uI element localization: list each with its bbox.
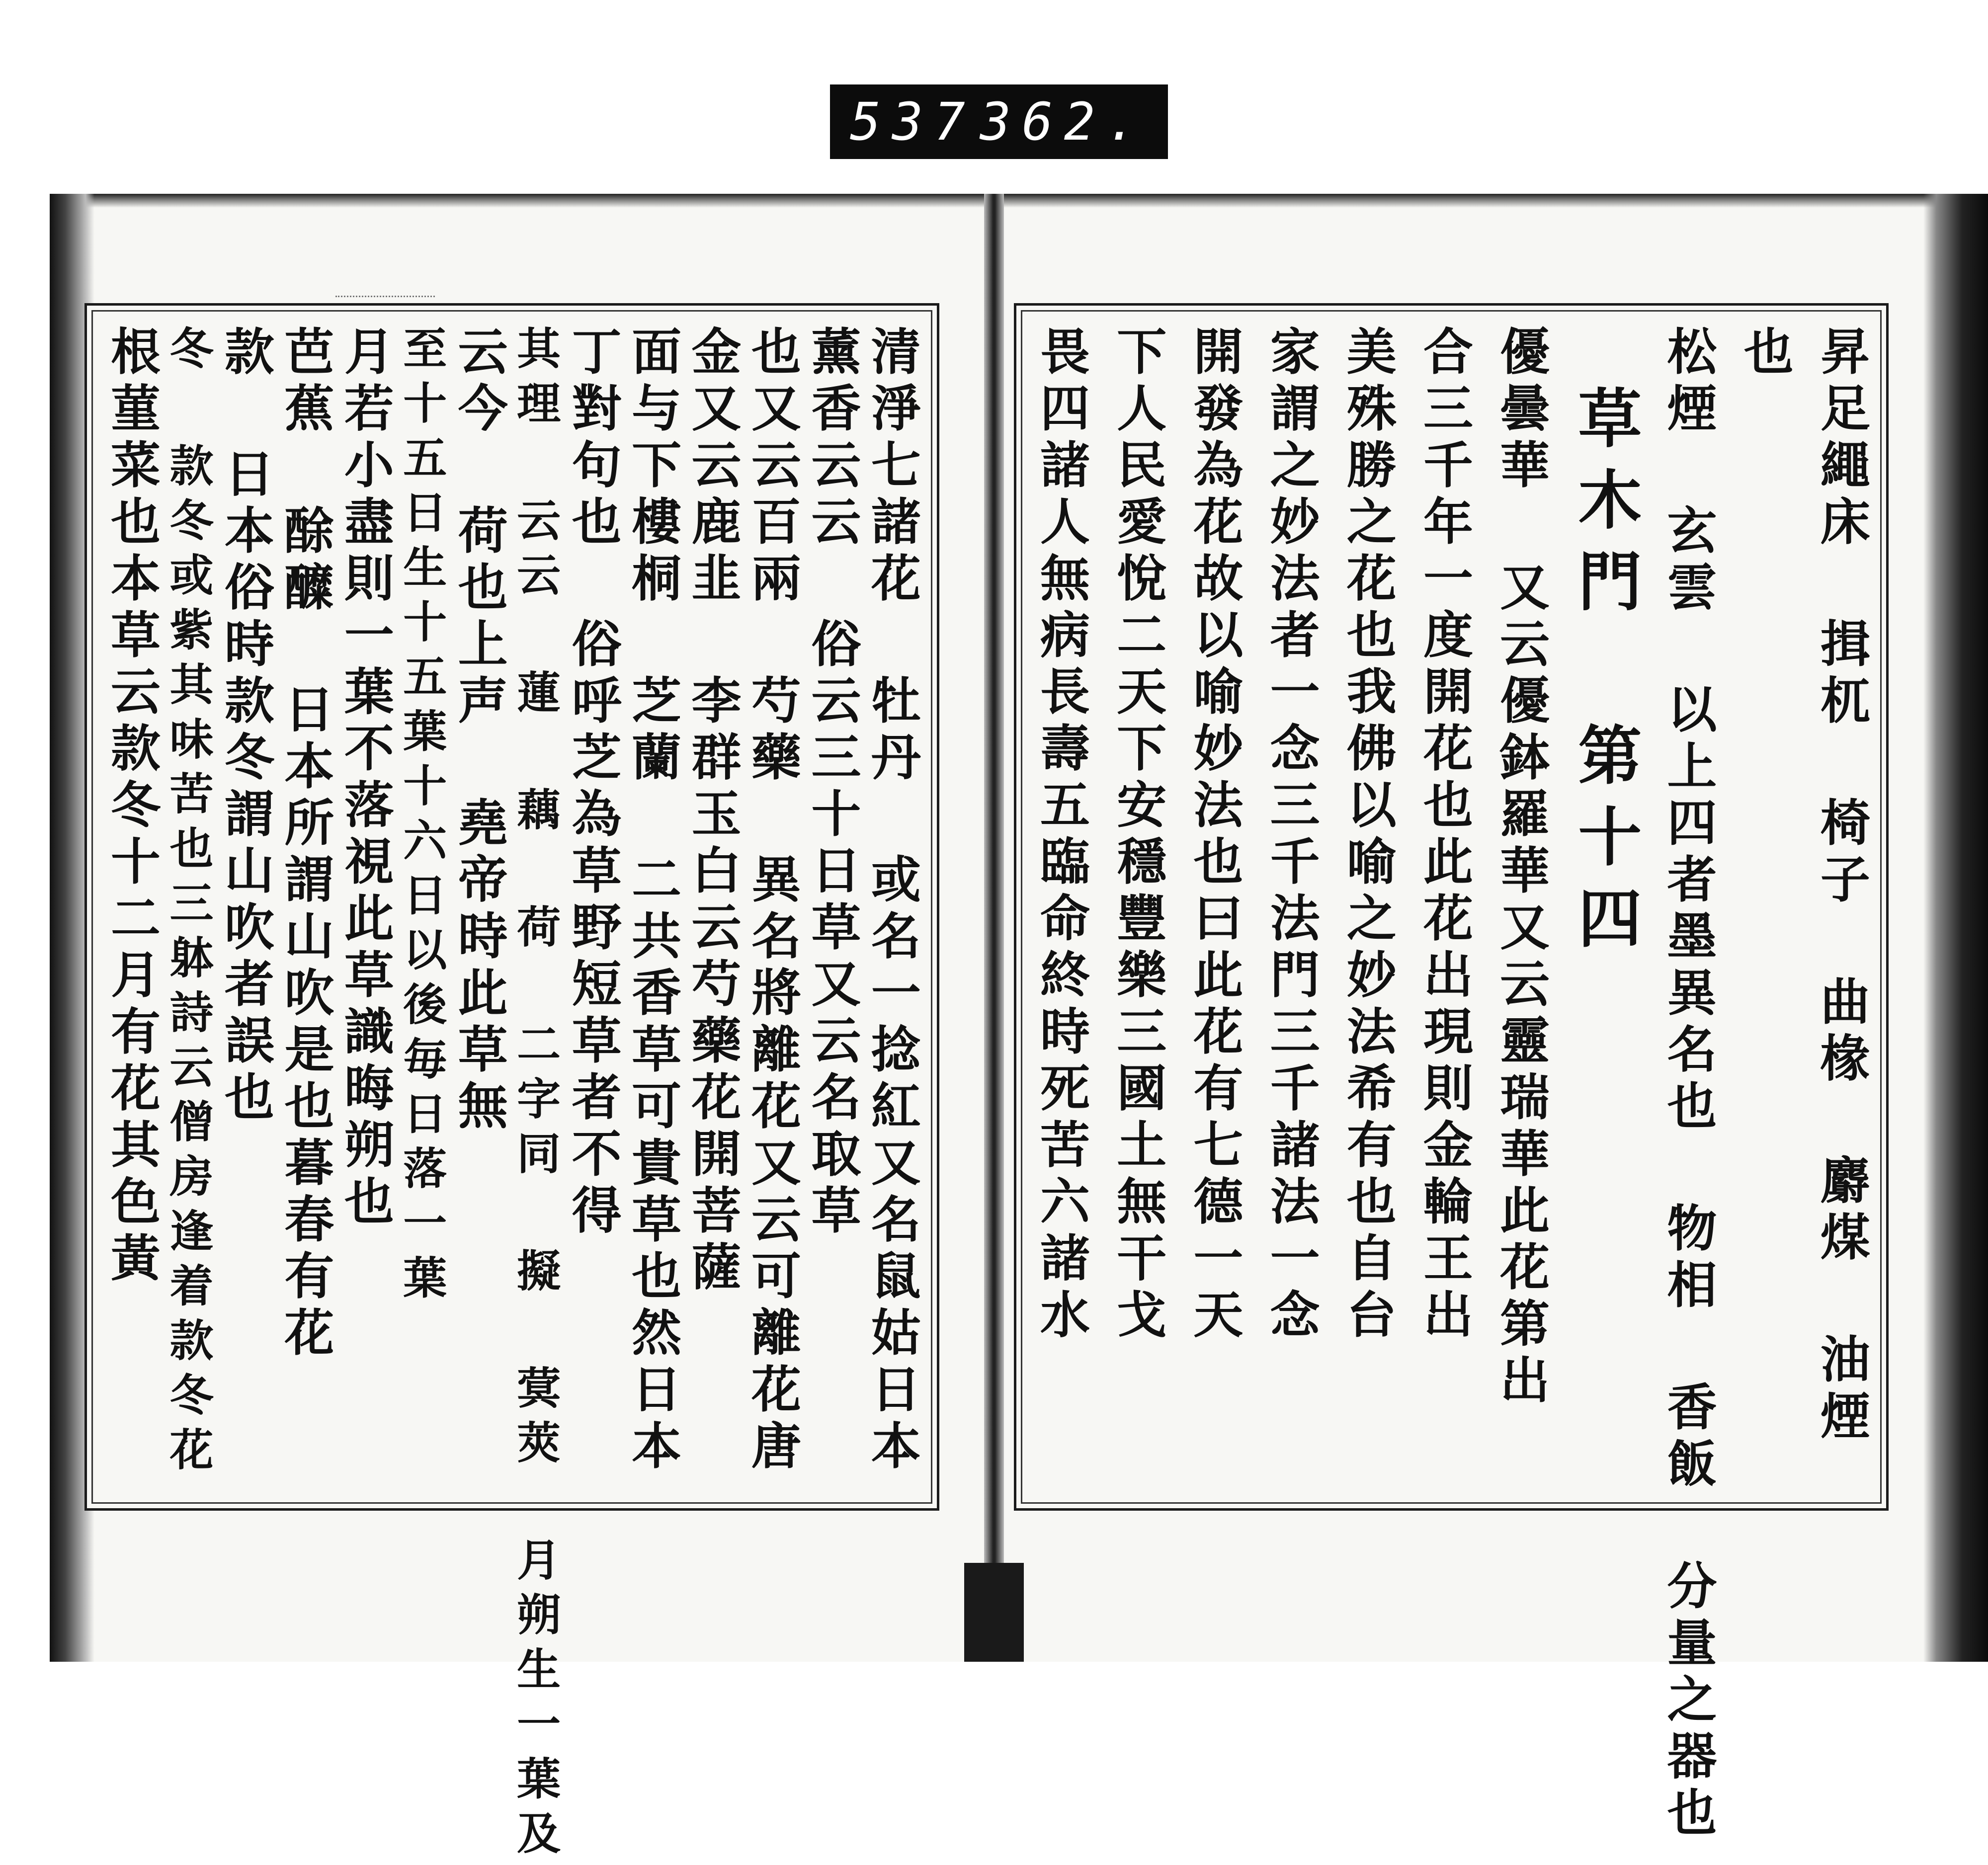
text-column: 薰香云云 俗云三十日草又云名取草 <box>803 325 862 1241</box>
gutter-binding-tab <box>964 1563 1024 1662</box>
left-page-columns <box>102 325 921 1865</box>
text-column: 家謂之妙法者一念三千法門三千諸法一念 <box>1261 325 1321 1345</box>
text-column: 昇足繩床 揖杌 椅子 曲椽 麝煤 油煙 <box>1812 325 1871 1447</box>
left-page <box>84 303 939 1865</box>
section-heading: 草木門 第十四 <box>1567 385 1642 967</box>
text-column: 開發為花故以喻妙法也曰此花有七德一天 <box>1185 325 1244 1345</box>
text-column: 下人民愛悅二天下安穩豐樂三國土無干戈 <box>1108 325 1167 1345</box>
text-column: 根菫菜也本草云款冬十二月有花其色黃 <box>102 325 161 1289</box>
text-column: 月若小盡則一葉不落視此草識晦朔也 <box>335 325 395 1232</box>
call-number-label <box>830 84 1168 159</box>
text-column: 芭蕉 酴醾 日本所謂山吹是也暮春有花 <box>276 325 335 1363</box>
page-edge-shadow <box>50 194 1988 208</box>
text-column: 美殊勝之花也我佛以喻之妙法希有也自台 <box>1338 325 1397 1345</box>
text-column: 金又云鹿韭 李群玉白云芍藥花開菩薩 <box>683 325 742 1297</box>
text-column: 冬 款冬或紫其味苦也三躰詩云僧房逢着款冬花 <box>163 325 215 1481</box>
text-column: 丁對句也 俗呼芝為草野短草者不得 <box>563 325 622 1241</box>
right-edge-shadow <box>1923 194 1988 1662</box>
text-column: 面与下樓桐 芝蘭 二共香草可貴草也然日本 <box>623 325 682 1476</box>
text-column: 云今 荷也上声 堯帝時此草無 <box>449 325 508 1136</box>
text-column: 清淨七諸花 牡丹 或名一捻紅又名鼠姑日本 <box>862 325 921 1476</box>
text-column: 畏四諸人無病長壽五臨命終時死苦六諸水 <box>1032 325 1090 1345</box>
text-column: 也又云百兩 芍藥 異名將離花又云可離花唐 <box>743 325 802 1476</box>
right-page-columns <box>1032 325 1871 1843</box>
text-column: 至十五日生十五葉十六日以後毎日落一葉 <box>396 325 448 1309</box>
text-column: 款 日本俗時款冬謂山吹者誤也 <box>216 325 275 1128</box>
page-stamp-mark <box>335 296 435 312</box>
call-number-left: 537 <box>850 91 976 152</box>
text-column: 優曇華 又云優鉢羅華又云靈瑞華此花第出 <box>1491 325 1551 1411</box>
text-column: 其理 云云 蓮 藕 荷 二字同 擬 蓂莢 月朔生一葉及 <box>510 325 562 1865</box>
text-column: 也 <box>1735 325 1794 382</box>
text-column: 合三千年一度開花也此花出現則金輪王出 <box>1414 325 1474 1345</box>
right-page <box>1014 303 1889 1843</box>
book-spread <box>50 194 1988 1865</box>
book-gutter <box>984 194 1004 1662</box>
text-column: 松煙 玄雲 以上四者墨異名也 物相 香飯 分量之器也 <box>1658 325 1718 1843</box>
call-number-right: 362. <box>980 91 1148 152</box>
